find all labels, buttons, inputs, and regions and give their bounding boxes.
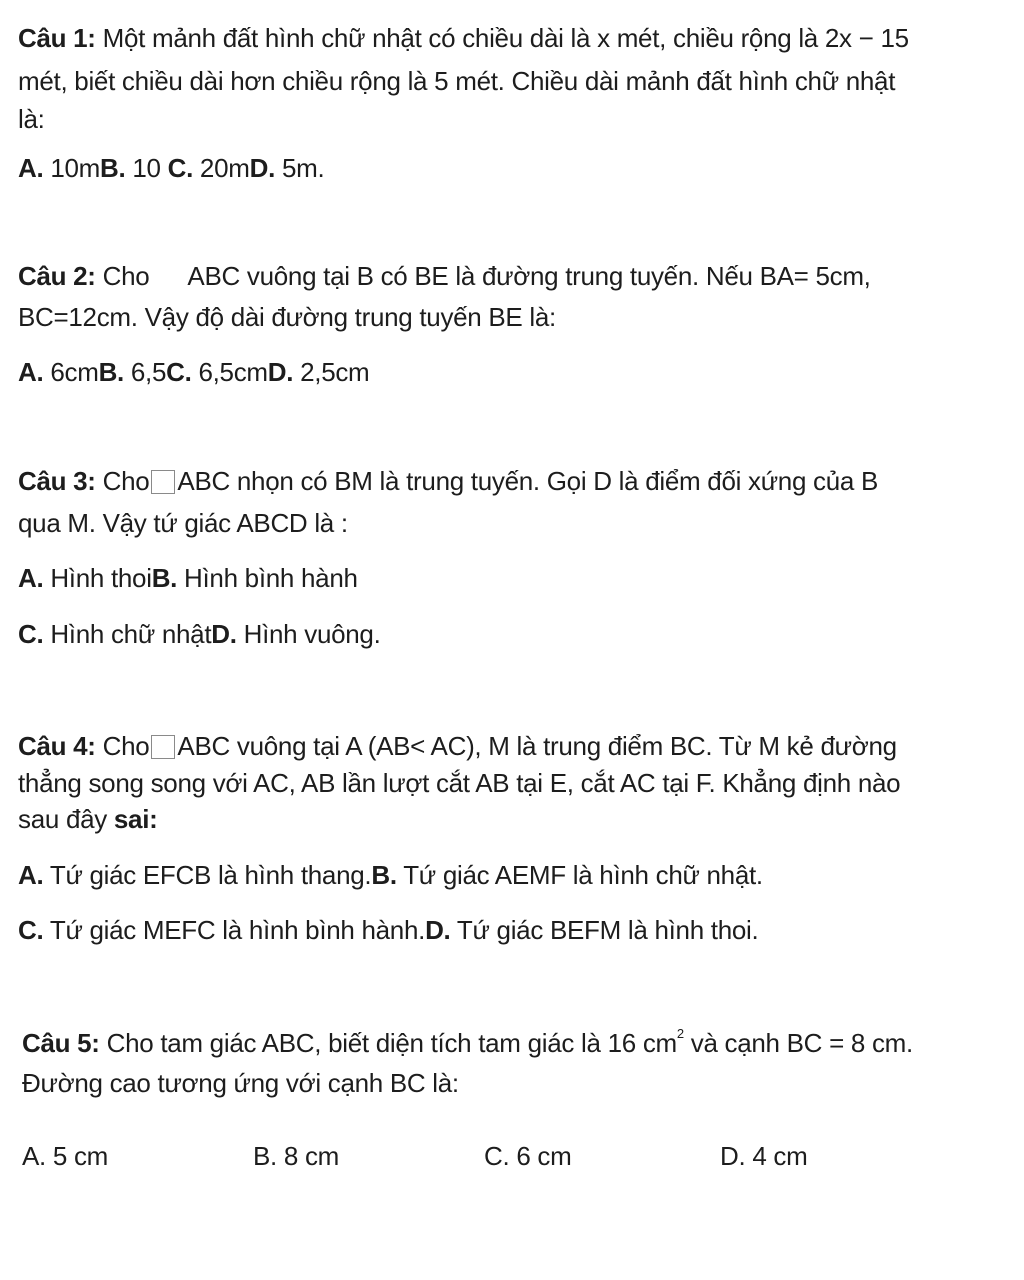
- q3-option-b-text: Hình bình hành: [177, 563, 358, 593]
- q1-option-a-letter: A.: [18, 153, 44, 183]
- q1-option-a-text: 10m: [43, 153, 101, 183]
- q1-option-c-text: 20m: [193, 153, 250, 183]
- q4-option-a-letter: A.: [18, 860, 44, 890]
- q1-option-b-text: 10: [125, 153, 168, 183]
- q5-line1: [22, 1025, 913, 1061]
- q4-option-a-text: Tứ giác EFCB là hình thang.: [43, 860, 372, 890]
- q5-option-c: C. 6 cm: [484, 1141, 572, 1171]
- q2-option-a-text: 6cm: [43, 357, 99, 387]
- q4-option-b-letter: B.: [371, 860, 397, 890]
- q5-text-line2: Đường cao tương ứng với cạnh BC là:: [22, 1068, 459, 1098]
- q2-option-b-text: 6,5: [123, 357, 167, 387]
- q1-option-b-letter: B.: [100, 153, 126, 183]
- q4-options-row2: [18, 912, 758, 948]
- q3-text-line2: qua M. Vậy tứ giác ABCD là :: [18, 508, 348, 538]
- q5-option-d: D. 4 cm: [720, 1141, 808, 1171]
- q4-label: Câu 4:: [18, 731, 96, 761]
- q2-option-c-text: 6,5cm: [191, 357, 268, 387]
- q3-option-d-text: Hình vuông.: [236, 619, 381, 649]
- q1-text-line3: là:: [18, 104, 45, 134]
- q3-option-b-letter: B.: [151, 563, 178, 593]
- q4-text-line3-b: sai:: [113, 804, 158, 834]
- q4-option-c-letter: C.: [18, 915, 44, 945]
- q2-options: [18, 354, 369, 390]
- q1-text-line1: Một mảnh đất hình chữ nhật có chiều dài là x mét, chiều rộng là 2x − 15: [95, 23, 909, 53]
- q1-label: Câu 1:: [18, 23, 96, 53]
- q3-option-c-text: Hình chữ nhật: [43, 619, 212, 649]
- q2-text-line1-a: Cho: [95, 261, 150, 291]
- q3-option-a-letter: A.: [18, 563, 44, 593]
- q2-text-line2: BC=12cm. Vậy độ dài đường trung tuyến BE là:: [18, 302, 556, 332]
- triangle-placeholder-box: [151, 735, 175, 759]
- q1-options: [18, 150, 324, 186]
- q5-text-line1-b: và cạnh BC = 8 cm.: [683, 1028, 913, 1058]
- q2-option-c-letter: C.: [166, 357, 192, 387]
- q3-option-d-letter: D.: [211, 619, 237, 649]
- q1-option-c-letter: C.: [167, 153, 193, 183]
- q3-label: Câu 3:: [18, 466, 96, 496]
- q2-label: Câu 2:: [18, 261, 96, 291]
- q1-text-line2: mét, biết chiều dài hơn chiều rộng là 5 mét. Chiều dài mảnh đất hình chữ nhật: [18, 66, 896, 96]
- q1-option-d-text: 5m.: [275, 153, 325, 183]
- q3-line1: [18, 463, 878, 499]
- q4-text-line3-a: sau đây: [18, 804, 114, 834]
- q4-option-b-text: Tứ giác AEMF là hình chữ nhật.: [396, 860, 763, 890]
- q4-option-c-text: Tứ giác MEFC là hình bình hành.: [43, 915, 426, 945]
- q5-text-line1-a: Cho tam giác ABC, biết diện tích tam giác là 16 cm: [99, 1028, 677, 1058]
- q5-superscript: 2: [676, 1026, 684, 1041]
- q2-line1: [18, 258, 871, 294]
- q5-option-a: A. 5 cm: [22, 1141, 109, 1171]
- triangle-placeholder-box: [151, 470, 175, 494]
- q3-options-row2: [18, 616, 381, 652]
- q4-option-d-letter: D.: [425, 915, 451, 945]
- q3-option-a-text: Hình thoi: [43, 563, 152, 593]
- q5-option-b: B. 8 cm: [253, 1141, 340, 1171]
- q1-option-d-letter: D.: [249, 153, 276, 183]
- q4-line3: [18, 801, 158, 837]
- q4-line1: [18, 728, 897, 764]
- q3-text-line1-b: ABC nhọn có BM là trung tuyến. Gọi D là điểm đối xứng của B: [177, 466, 879, 496]
- q2-option-b-letter: B.: [98, 357, 124, 387]
- q1-line1: [18, 20, 909, 56]
- q2-text-line1-b: ABC vuông tại B có BE là đường trung tuyến. Nếu BA= 5cm,: [187, 261, 871, 291]
- q2-option-a-letter: A.: [18, 357, 44, 387]
- q3-text-line1-a: Cho: [95, 466, 150, 496]
- q4-text-line1-b: ABC vuông tại A (AB< AC), M là trung điểm BC. Từ M kẻ đường: [177, 731, 897, 761]
- q3-options-row1: [18, 560, 358, 596]
- q2-option-d-text: 2,5cm: [293, 357, 370, 387]
- q4-text-line2: thẳng song song với AC, AB lần lượt cắt AB tại E, cắt AC tại F. Khẳng định nào: [18, 768, 901, 798]
- q2-option-d-letter: D.: [267, 357, 294, 387]
- q5-label: Câu 5:: [22, 1028, 100, 1058]
- q3-option-c-letter: C.: [18, 619, 44, 649]
- q4-text-line1-a: Cho: [95, 731, 150, 761]
- q4-options-row1: [18, 857, 763, 893]
- q4-option-d-text: Tứ giác BEFM là hình thoi.: [450, 915, 759, 945]
